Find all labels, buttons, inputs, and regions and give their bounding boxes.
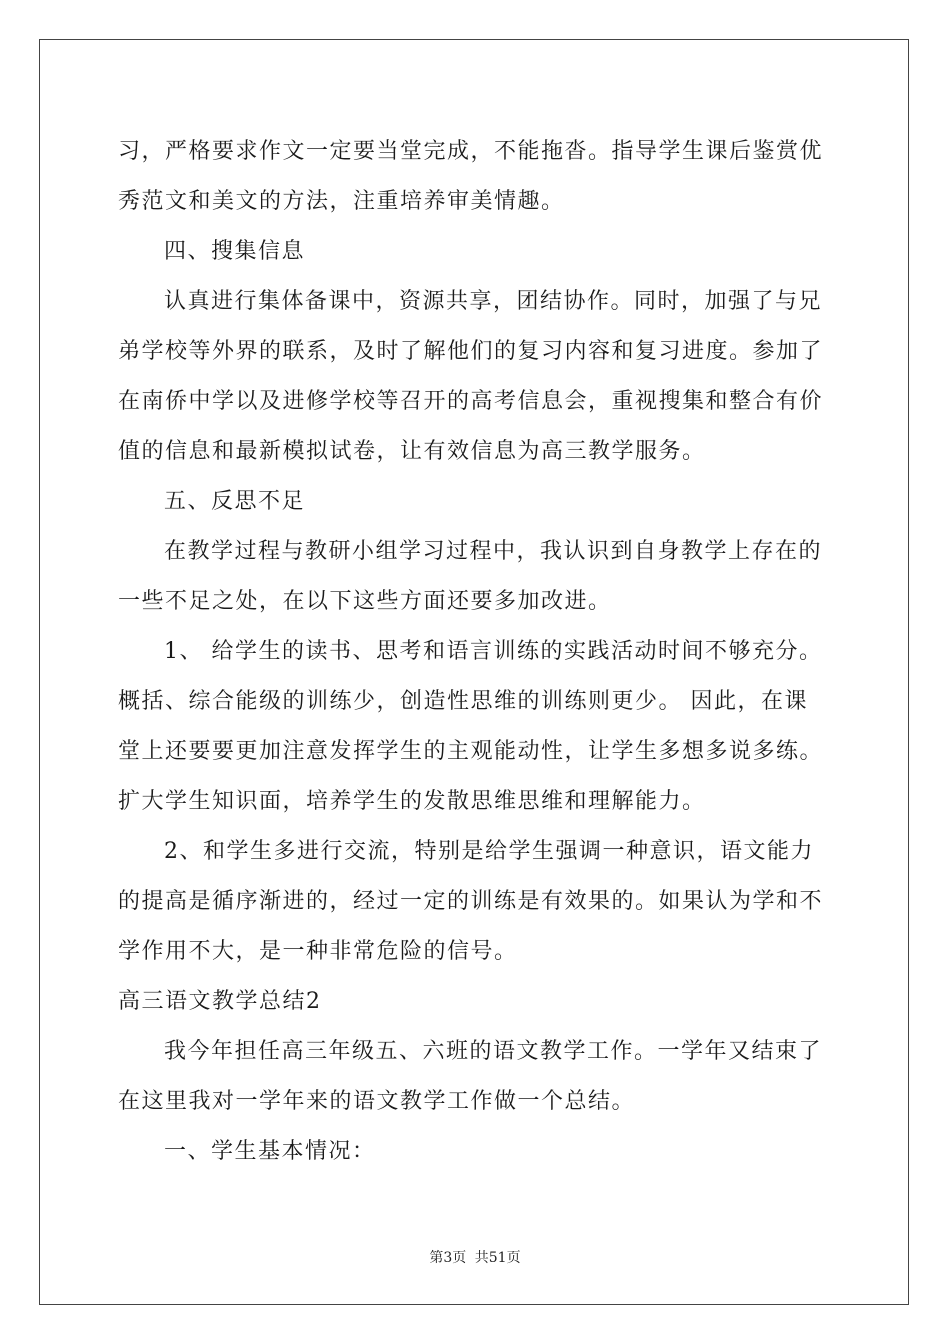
heading-text: 五、反思不足 — [164, 489, 306, 514]
text-line: 一些不足之处，在以下这些方面还要多加改进。 — [118, 589, 612, 614]
text-line: 习，严格要求作文一定要当堂完成，不能拖沓。指导学生课后鉴赏优 — [118, 139, 824, 164]
heading-text: 四、搜集信息 — [164, 239, 306, 264]
text-line: 在南侨中学以及进修学校等召开的高考信息会，重视搜集和整合有价 — [118, 389, 824, 414]
page-total: 共51页 — [474, 1250, 521, 1266]
text-line: 学作用不大，是一种非常危险的信号。 — [118, 939, 518, 964]
section-heading-collect-info — [118, 227, 838, 277]
page-number: 第3页 — [429, 1250, 467, 1266]
text-line: 秀范文和美文的方法，注重培养审美情趣。 — [118, 189, 565, 214]
document-title-summary-2 — [118, 977, 838, 1027]
title-text: 高三语文教学总结2 — [118, 989, 322, 1014]
text-line: 在教学过程与教研小组学习过程中，我认识到自身教学上存在的 — [164, 539, 823, 564]
section-heading-student-situation — [118, 1127, 838, 1177]
text-line: 在这里我对一学年来的语文教学工作做一个总结。 — [118, 1089, 636, 1114]
text-line: 概括、综合能级的训练少，创造性思维的训练则更少。 因此，在课 — [118, 689, 808, 714]
paragraph-collect-info — [118, 277, 838, 477]
text-line: 的提高是循序渐进的，经过一定的训练是有效果的。如果认为学和不 — [118, 889, 824, 914]
text-line: 认真进行集体备课中，资源共享，团结协作。同时，加强了与兄 — [164, 289, 823, 314]
paragraph-point-2 — [118, 827, 838, 977]
text-line: 我今年担任高三年级五、六班的语文教学工作。一学年又结束了 — [164, 1039, 823, 1064]
heading-text: 一、学生基本情况： — [164, 1139, 376, 1164]
paragraph-continuation — [118, 127, 838, 227]
document-body — [118, 127, 838, 1177]
text-line: 1、 给学生的读书、思考和语言训练的实践活动时间不够充分。 — [164, 639, 823, 664]
text-line: 堂上还要要更加注意发挥学生的主观能动性，让学生多想多说多练。 — [118, 739, 824, 764]
paragraph-reflection — [118, 527, 838, 627]
text-line: 值的信息和最新模拟试卷，让有效信息为高三教学服务。 — [118, 439, 706, 464]
page-footer — [0, 1247, 950, 1267]
paragraph-intro — [118, 1027, 838, 1127]
paragraph-point-1 — [118, 627, 838, 827]
text-line: 弟学校等外界的联系，及时了解他们的复习内容和复习进度。参加了 — [118, 339, 824, 364]
text-line: 2、和学生多进行交流，特别是给学生强调一种意识，语文能力 — [164, 839, 814, 864]
section-heading-reflection — [118, 477, 838, 527]
text-line: 扩大学生知识面，培养学生的发散思维思维和理解能力。 — [118, 789, 706, 814]
